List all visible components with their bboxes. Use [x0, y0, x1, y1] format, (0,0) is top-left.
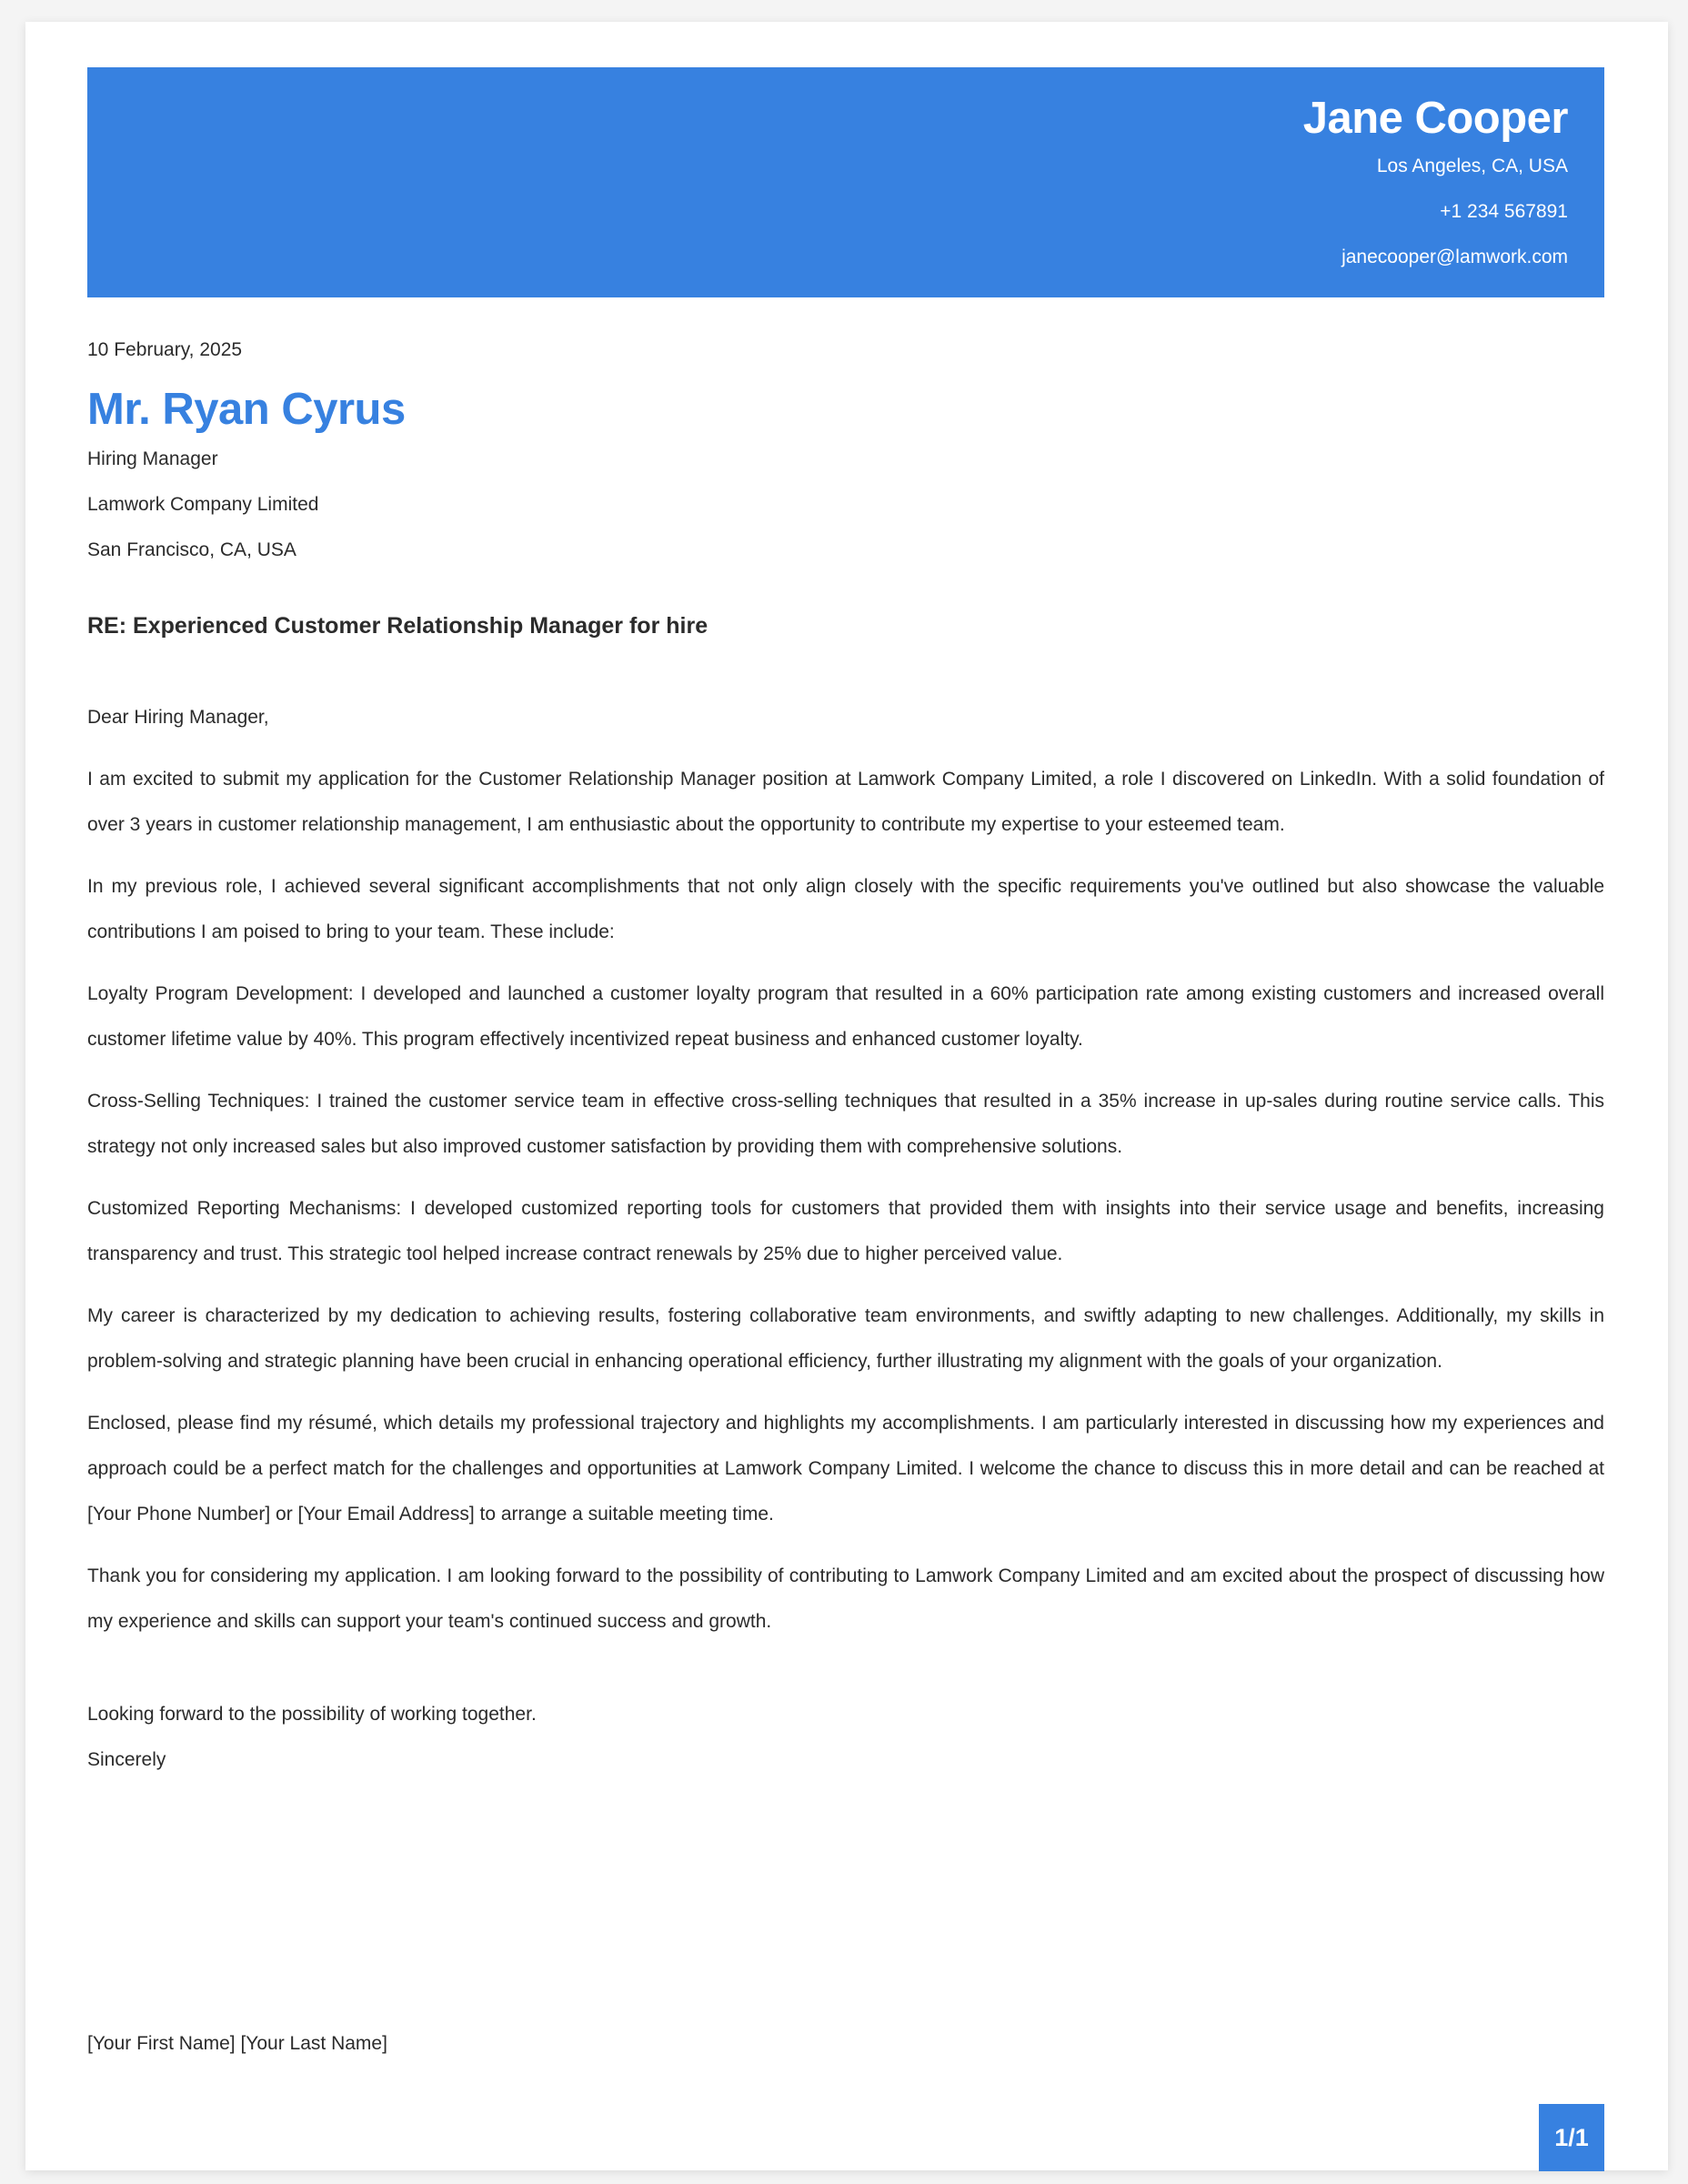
letter-body [87, 327, 1604, 1783]
closing-line: Looking forward to the possibility of working together. [87, 1704, 537, 1725]
page-indicator: 1/1 [1539, 2104, 1604, 2171]
sender-location: Los Angeles, CA, USA [1376, 156, 1568, 176]
sender-phone: +1 234 567891 [1440, 201, 1568, 222]
recipient-title: Hiring Manager [87, 448, 218, 469]
recipient-company: Lamwork Company Limited [87, 494, 319, 515]
letter-page [25, 22, 1668, 2170]
sender-header [87, 67, 1604, 297]
sender-name: Jane Cooper [1302, 94, 1568, 143]
paragraph-cross-selling: Cross-Selling Techniques: I trained the customer service team in effective cross-selling techniques that resulted in a 35% increase in up-sales during routine service calls. This strategy not only increased sales but also improved customer satisfaction by providing them with comprehensive solutions. [87, 1091, 1604, 1157]
letter-date: 10 February, 2025 [87, 339, 243, 360]
greeting: Dear Hiring Manager, [87, 707, 269, 728]
paragraph-accomplishments: In my previous role, I achieved several significant accomplishments that not only align closely with the specific requirements you've outlined but also showcase the valuable contributions I am poised to bring to your team. These include: [87, 876, 1604, 942]
paragraph-thanks: Thank you for considering my application. I am looking forward to the possibility of contributing to Lamwork Company Limited and am excited about the prospect of discussing how my experience and skills can support your team's continued success and growth. [87, 1565, 1604, 1632]
recipient-location: San Francisco, CA, USA [87, 539, 296, 560]
paragraph-career: My career is characterized by my dedication to achieving results, fostering collaborative team environments, and swiftly adapting to new challenges. Additionally, my skills in problem-solving and strategic planning have been crucial in enhancing operational efficiency, further illustrating my alignment with the goals of your organization. [87, 1305, 1604, 1372]
paragraph-enclosed: Enclosed, please find my résumé, which details my professional trajectory and highlights my accomplishments. I am particularly interested in discussing how my experiences and approach could be a perfect match for the challenges and opportunities at Lamwork Company Limited. I welcome the chance to discuss this in more detail and can be reached at [Your Phone Number] or [Your Email Address] to arrange a suitable meeting time. [87, 1413, 1604, 1525]
signature-name: [Your First Name] [Your Last Name] [87, 2033, 387, 2054]
paragraph-loyalty-program: Loyalty Program Development: I developed and launched a customer loyalty program that resulted in a 60% participation rate among existing customers and increased overall customer lifetime value by 40%. This program effectively incentivized repeat business and enhanced customer loyalty. [87, 983, 1604, 1050]
letter-subject: RE: Experienced Customer Relationship Manager for hire [87, 613, 708, 639]
paragraph-intro: I am excited to submit my application for the Customer Relationship Manager position at Lamwork Company Limited, a role I discovered on LinkedIn. With a solid foundation of over 3 years in customer relationship management, I am enthusiastic about the opportunity to contribute my expertise to your esteemed team. [87, 769, 1604, 835]
recipient-name: Mr. Ryan Cyrus [87, 385, 406, 434]
sender-email: janecooper@lamwork.com [1341, 247, 1568, 267]
signoff: Sincerely [87, 1749, 166, 1770]
paragraph-reporting: Customized Reporting Mechanisms: I developed customized reporting tools for customers that provided them with insights into their service usage and benefits, increasing transparency and trust. This strategic tool helped increase contract renewals by 25% due to higher perceived value. [87, 1198, 1604, 1264]
